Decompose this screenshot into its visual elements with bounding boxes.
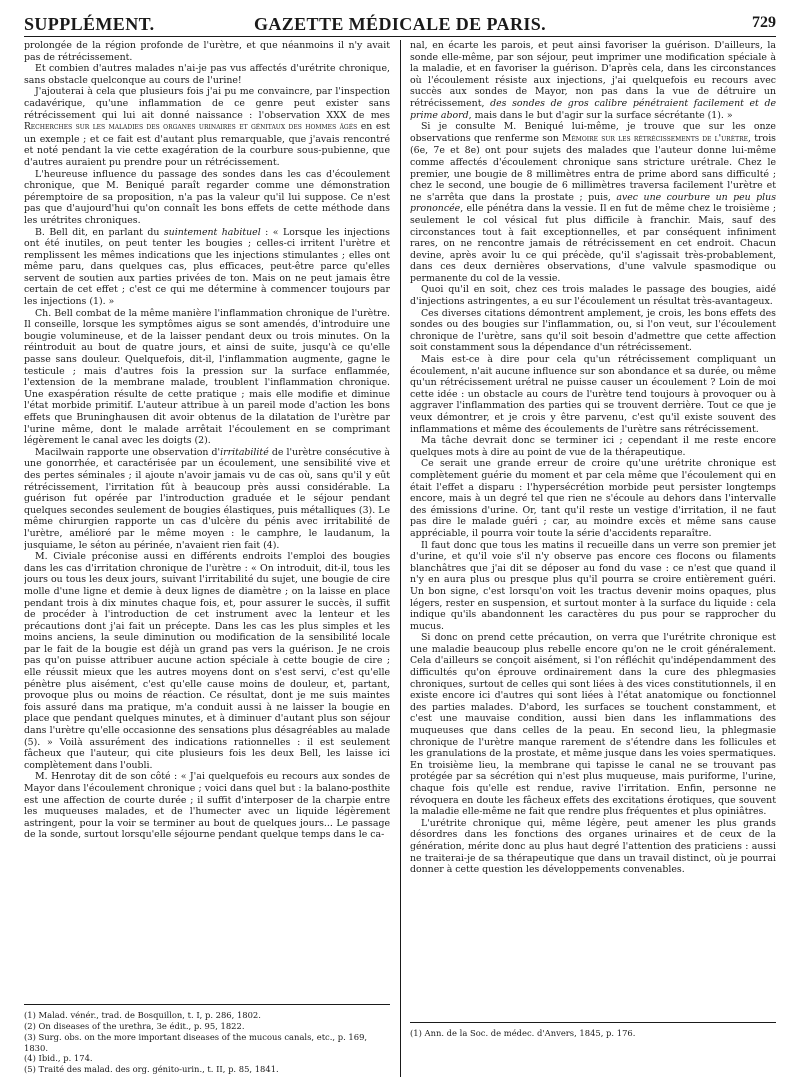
- paragraph: [410, 40, 776, 121]
- page-header: [24, 10, 776, 36]
- header-rule: [24, 36, 776, 37]
- running-head-left: SUPPLÉMENT.: [24, 14, 155, 34]
- paragraph: Mais est-ce à dire pour cela qu'un rétrécissement compliquant un écoulement, n'ait aucune influence sur son abondance et sa durée, ou même qu'un rétrécissement urétral ne puisse causer un écoulement ? Loin de moi cette idée : un obstacle au cours de l'urètre tend toujours à provoquer ou à aggraver l'inflammation des parties qui se trouvent derrière. Tout ce que je veux démontrer, et je crois y être parvenu, c'est qu'il existe souvent des inflammations et même des écoulements de l'urètre sans rétrécissement.: [410, 354, 776, 435]
- text-run: , elle pénétra dans la vessie. Il en fut de même chez le troisième ; seulement le col vésical fut plus difficile à franchir. Mais, sauf des circonstances tout à fait exceptionnelles, et par conséquent infiniment rares, on ne rencontre jamais de rétrécissement en cet endroit. Chacun devine, après avoir lu ce qui précède, qu'il s'agissait très-probablement, dans ces deux dernières observations, d'une valvule spasmodique ou permanente du col de la vessie.: [410, 203, 776, 284]
- column-divider: [400, 40, 401, 1077]
- italic-term: suintement habituel: [163, 226, 261, 238]
- journal-title: GAZETTE MÉDICALE DE PARIS.: [253, 14, 547, 34]
- text-run: en est un exemple ; et ce fait est d'autant plus remarquable, que j'avais rencontré et noté pendant la vie cette exagération de la courbure sous-pubienne, que d'autres auraient pu prendre pour un rétrécissement.: [24, 121, 390, 168]
- text-run: de l'urètre consécutive à une gonorrhée, et caractérisée par un écoulement, une sensibilité vive et des pertes séminales ; il ajoute n'avoir jamais vu de cas où, sans qu'il y eût rétrécissement, l'irritation fût à beaucoup près aussi considérable. La guérison fut opérée par l'introduction graduée et le séjour pendant quelques secondes seulement de bougies élastiques, puis métalliques (3). Le même chirurgien rapporte un cas d'ulcère du pénis avec irritabilité de l'urètre, amélioré par le même moyen : le camphre, le laudanum, la jusquiame, le séton au périnée, n'avaient rien fait (4).: [24, 446, 390, 551]
- paragraph: [410, 121, 776, 284]
- paragraph: Quoi qu'il en soit, chez ces trois malades le passage des bougies, aidé d'injections astringentes, a eu sur l'écoulement un résultat très-avantageux.: [410, 284, 776, 308]
- paragraph: Et combien d'autres malades n'ai-je pas vus affectés d'urétrite chronique, sans obstacle quelconque au cours de l'urine!: [24, 63, 390, 86]
- paragraph: [24, 227, 390, 308]
- paragraph: [24, 86, 390, 168]
- text-run: nal, en écarte les parois, et peut ainsi favoriser la guérison. D'ailleurs, la sonde elle-même, par son séjour, peut imprimer une modification spéciale à la maladie, et en favoriser la guérison. D'après cela, dans les circonstances où l'écoulement résiste aux injections, j'ai quelquefois eu recours avec succès aux sondes de Mayor, non pas dans la vue de détruire un rétrécissement,: [410, 40, 776, 109]
- paragraph: Ma tâche devrait donc se terminer ici ; cependant il me reste encore quelques mots à dire au point de vue de la thérapeutique.: [410, 435, 776, 458]
- text-run: J'ajouterai à cela que plusieurs fois j'ai pu me convaincre, par l'inspection cadavérique, qu'une inflammation de ce genre peut exister sans rétrécissement qui lui ait donné naissance : l'observation XXX de mes: [24, 86, 390, 121]
- footnotes-right: [410, 1022, 776, 1085]
- page-number: 729: [752, 14, 776, 31]
- footnotes-left: [24, 1004, 390, 1085]
- paragraph: Ces diverses citations démontrent amplement, je crois, les bons effets des sondes ou des bougies sur l'inflammation, ou, si l'on veut, sur l'écoulement chronique de l'urètre, sans qu'il soit besoin d'admettre que cette affection soit constamment sous la dépendance d'un rétrécissement.: [410, 307, 776, 354]
- footnote: (3) Surg. obs. on the more important diseases of the mucous canals, etc., p. 169, 1830.: [24, 1031, 368, 1053]
- text-run: , trois (6e, 7e et 8e) ont pour sujets des malades que l'auteur donne lui-même comme affectés d'écoulement chronique sans stricture urétrale. Chez le premier, une bougie de 8 millimètres entra de prime abord sans difficulté ; chez le second, une bougie de 6 millimètres traversa facilement l'urètre et ne s'arrêta que dans la prostate ; puis,: [410, 132, 776, 203]
- text-run: : « Lorsque les injections ont été inutiles, on peut tenter les bougies ; celles-ci irritent l'urètre et remplissent les mêmes indications que les injections stimulantes ; elles ont même paru, dans quelques cas, plus efficaces, peut-être parce qu'elles servent de soutien aux parties privées de ton. Mais on ne peut jamais être certain de cet effet ; c'est ce qui me détermine à commencer toujours par les injections (1). »: [24, 226, 390, 308]
- text-run: Si je consulte M. Beniqué lui-même, je trouve que sur les onze observations que renferme son: [410, 121, 776, 144]
- paragraph: M. Civiale préconise aussi en différents endroits l'emploi des bougies dans les cas d'irritation chronique de l'urètre : « On introduit, dit-il, tous les jours ou tous les deux jours, suivant l'irritabilité du sujet, une bougie de cire molle d'une ligne et demie à deux lignes de diamètre ; on la laisse en place pendant trois à dix minutes chaque fois, et, pour assurer le succès, il suffit de procéder à l'introduction de cet instrument avec la lenteur et les précautions dont j'ai fait un précepte. Dans les cas les plus simples et les moins anciens, la seule diminution ou modification de la sensibilité locale par le fait de la bougie est déjà un grand pas vers la guérison. Je ne crois pas qu'on puisse attribuer aucune action spéciale à cette bougie de cire ; elle réussit mieux que les autres moyens dont on s'est servi, c'est qu'elle pénètre plus aisément, c'est qu'elle cause moins de douleur, et, partant, provoque plus ou moins de réaction. Ce résultat, dont je me suis maintes fois assuré dans ma pratique, m'a conduit aussi à ne laisser la bougie en place que pendant quelques minutes, et à diminuer d'autant plus son séjour dans l'urètre qu'elle occasionne des sensations plus désagréables au malade (5). » Voilà assurément des indications rationnelles : il est seulement fâcheux que l'auteur, qui cite plusieurs fois les deux Bell, les laisse ici complètement dans l'oubli.: [24, 551, 390, 771]
- italic-term: irritabilité: [220, 446, 269, 458]
- right-column: [410, 40, 776, 1085]
- paragraph: M. Henrotay dit de son côté : « J'ai quelquefois eu recours aux sondes de Mayor dans l'écoulement chronique ; voici dans quel but : la balano-posthite est une affection de courte durée ; il suffit d'interposer de la charpie entre les muqueuses malades, et de l'humecter avec un liquide légèrement astringent, pour la voir se terminer au bout de quelques jours... Le passage de la sonde, surtout lorsqu'elle séjourne pendant quelque temps dans le ca-: [24, 771, 390, 841]
- paragraph: Ch. Bell combat de la même manière l'inflammation chronique de l'urètre. Il conseille, lorsque les symptômes aigus se sont amendés, d'introduire une bougie volumineuse, et de la laisser pendant deux ou trois minutes. On la réintroduit au bout de quatre jours, et ainsi de suite, jusqu'à ce qu'elle passe sans douleur. Quelquefois, dit-il, l'inflammation augmente, gagne le testicule ; mais d'autres fois la pression sur la surface enflammée, l'extension de la membrane malade, troublent l'inflammation chronique. Une exaspération résulte de cette pratique ; mais elle modifie et diminue l'état morbide primitif. L'auteur attribue à un pareil mode d'action les bons effets que Bruninghausen dit avoir obtenus de la dilatation de l'urètre par l'urine même, dont le malade arrêtait l'écoulement en se comprimant légèrement le canal avec les doigts (2).: [24, 307, 390, 447]
- footnote: (5) Traité des malad. des org. génito-urin., t. II, p. 85, 1841.: [24, 1064, 279, 1075]
- left-column-text: [24, 40, 390, 1002]
- paragraph: L'urétrite chronique qui, même légère, peut amener les plus grands désordres dans les fonctions des organes urinaires et de ceux de la génération, mérite donc au plus haut degré l'attention des praticiens : aussi ne traiterai-je de sa thérapeutique que dans un travail distinct, où je pourrai donner à cette question les développements convenables.: [410, 817, 776, 876]
- paragraph: Il faut donc que tous les matins il recueille dans un verre son premier jet d'urine, et qu'il voie s'il n'y observe pas encore ces flocons ou filaments blanchâtres que j'ai dit se déposer au fond du vase : ce n'est que quand il n'y en aura plus ou presque plus qu'il pourra se croire entièrement guéri. Un bon signe, c'est lorsqu'on voit les tractus devenir moins opaques, plus légers, rester en suspension, et surtout monter à la surface du liquide : cela indique qu'ils abandonnent les caractères du pus pour se rapprocher du mucus.: [410, 539, 776, 632]
- text-run: B. Bell dit, en parlant du: [35, 226, 164, 238]
- text-run: , mais dans le but d'agir sur la surface sécrétante (1). »: [468, 109, 733, 121]
- left-column: [24, 40, 390, 1085]
- paragraph: [24, 447, 390, 551]
- paragraph: Si donc on prend cette précaution, on verra que l'urétrite chronique est une maladie beaucoup plus rebelle encore qu'on ne le croit généralement. Cela d'ailleurs se conçoit aisément, si l'on réfléchit qu'indépendamment des difficultés qu'on éprouve ordinairement dans la cure des phlegmasies chroniques, surtout de celles qui sont liées à des vices constitutionnels, il en existe encore ici d'autres qui sont liées à l'état anatomique ou fonctionnel des parties malades. D'abord, les surfaces se touchent constamment, et c'est une mauvaise condition, aussi bien dans les inflammations des muqueuses que dans celles de la peau. En second lieu, la phlegmasie chronique de l'urètre manque rarement de s'étendre dans les follicules et les granulations de la prostate, et même jusque dans les voies spermatiques. En troisième lieu, la membrane qui tapisse le canal ne se trouvant pas protégée par sa sécrétion qui n'est plus muqueuse, mais puriforme, l'urine, chaque fois qu'elle est rendue, ravive l'irritation. Enfin, personne ne révoquera en doute les fâcheux effets des excitations érotiques, que souvent la maladie elle-même ne fait que rendre plus fréquentes et plus opiniâtres.: [410, 632, 776, 818]
- footnote: (4) Ibid., p. 174.: [24, 1053, 93, 1064]
- paragraph: Ce serait une grande erreur de croire qu'une urétrite chronique est complètement guérie du moment et par cela même que l'écoulement qui en était l'effet a disparu : l'hypersécrétion morbide peut persister longtemps encore, mais à un degré tel que rien ne s'écoule au dehors dans l'intervalle des émissions d'urine. Or, tant qu'il reste un vestige d'irritation, il ne faut pas dire le malade guéri ; car, au moindre excès et même sans cause appréciable, il pourra voir toute la série d'accidents reparaître.: [410, 458, 776, 539]
- footnote: (1) Malad. vénér., trad. de Bosquillon, t. I, p. 286, 1802.: [24, 1010, 261, 1021]
- paragraph: prolongée de la région profonde de l'urètre, et que néanmoins il n'y avait pas de rétrécissement.: [24, 40, 390, 63]
- cited-work-title: Recherches sur les maladies des organes urinaires et génitaux des hommes âgés: [24, 122, 358, 133]
- italic-phrase: des sondes de gros calibre pénétraient facilement et de prime abord: [410, 97, 776, 121]
- cited-work-title: Mémoire sur les rétrécissements de l'urètre: [562, 133, 748, 144]
- footnote: (2) On diseases of the urethra, 3e édit., p. 95, 1822.: [24, 1021, 245, 1032]
- text-run: Macilwain rapporte une observation d': [35, 446, 221, 458]
- paragraph: L'heureuse influence du passage des sondes dans les cas d'écoulement chronique, que M. Beniqué paraît regarder comme une démonstration péremptoire de sa proposition, n'a pas la valeur qu'il lui suppose. Ce n'est pas que d'aujourd'hui qu'on connaît les bons effets de cette méthode dans les urétrites chroniques.: [24, 168, 390, 226]
- two-column-body: [24, 40, 776, 1085]
- italic-phrase: avec une courbure un peu plus prononcée: [410, 191, 776, 215]
- right-column-text: [410, 40, 776, 1020]
- footnote: (1) Ann. de la Soc. de médec. d'Anvers, 1845, p. 176.: [410, 1028, 636, 1039]
